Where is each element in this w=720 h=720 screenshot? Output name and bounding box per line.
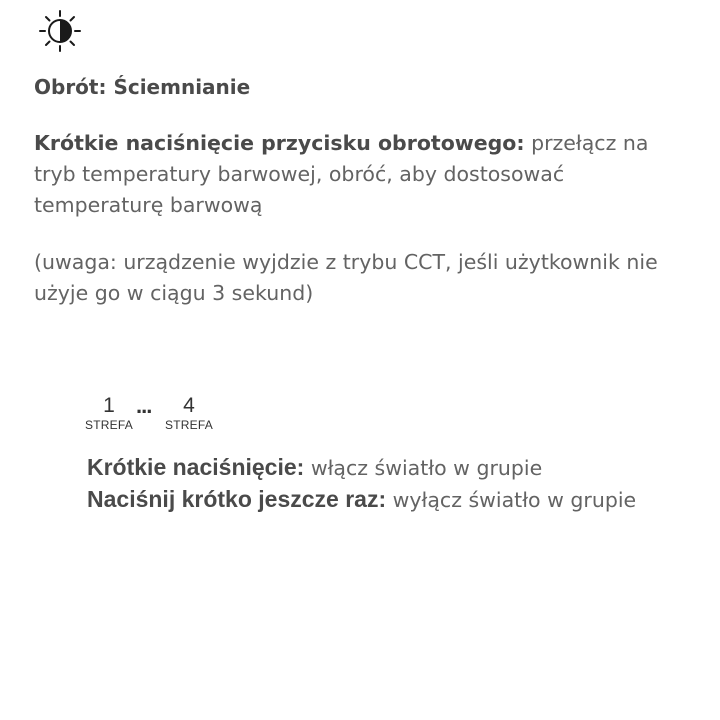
rotary-press-label: Krótkie naciśnięcie przycisku obrotowego:: [34, 131, 525, 155]
zone-first-number: 1: [103, 394, 115, 417]
zone-last-label: STREFA: [165, 418, 213, 432]
short-press-label: Krótkie naciśnięcie:: [87, 454, 305, 480]
zone-first: [84, 394, 134, 432]
press-again-text: wyłącz światło w grupie: [386, 488, 637, 512]
page-title: Obrót: Ściemnianie: [34, 75, 251, 99]
zone-last: [164, 394, 214, 432]
short-press-text: włącz światło w grupie: [304, 456, 543, 480]
zone-press-description: [87, 452, 647, 516]
rotary-press-description: [34, 128, 684, 221]
zone-range: [84, 394, 234, 438]
half-sun-brightness-icon: [34, 8, 86, 54]
press-again-label: Naciśnij krótko jeszcze raz:: [87, 486, 387, 512]
zone-last-number: 4: [183, 394, 195, 417]
rotary-press-text: przełącz na tryb temperatury barwowej, obróć, aby dostosować temperaturę barwową: [34, 131, 649, 217]
zone-ellipsis: ...: [136, 393, 152, 418]
cct-timeout-note: (uwaga: urządzenie wyjdzie z trybu CCT, jeśli użytkownik nie użyje go w ciągu 3 sekund): [34, 250, 658, 305]
zone-first-label: STREFA: [85, 418, 133, 432]
